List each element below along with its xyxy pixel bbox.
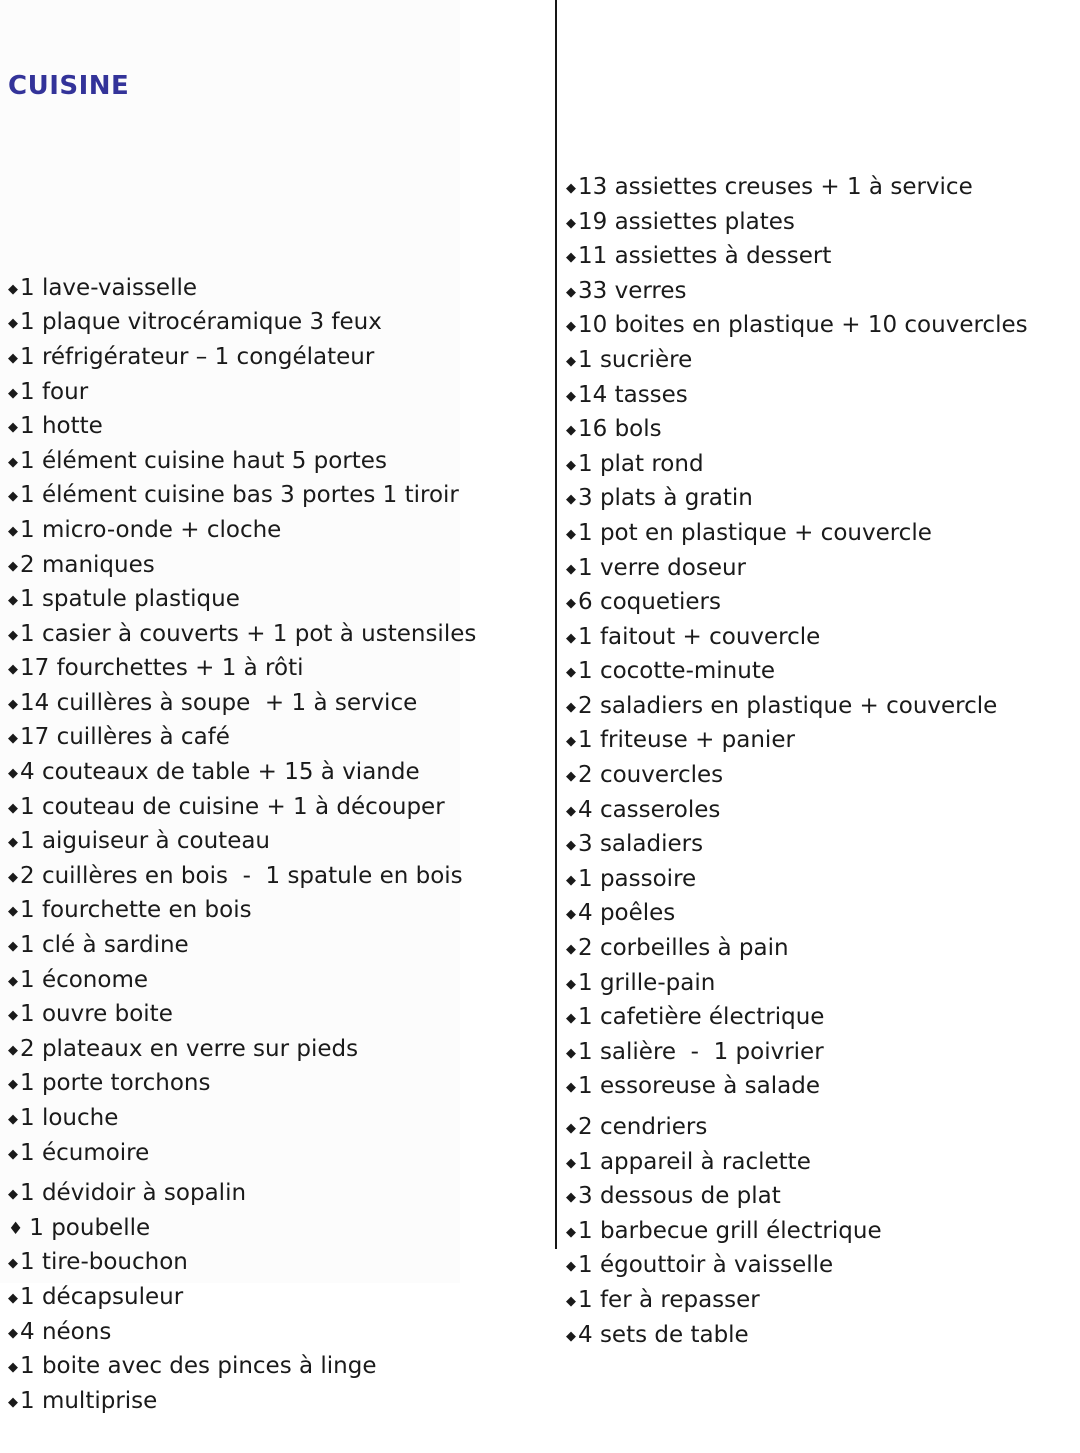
diamond-bullet-icon: ◆ (566, 838, 576, 854)
diamond-bullet-icon: ◆ (8, 1077, 18, 1093)
item-text: 1 casier à couverts + 1 pot à ustensiles (20, 620, 477, 647)
item-text: 1 élément cuisine haut 5 portes (20, 447, 387, 474)
item-text: 3 saladiers (578, 831, 704, 858)
diamond-bullet-icon: ◆ (8, 489, 18, 505)
diamond-bullet-icon: ◆ (566, 665, 576, 681)
list-item (8, 272, 553, 307)
diamond-bullet-icon: ◆ (8, 454, 18, 470)
list-item (8, 964, 553, 999)
list-item (8, 514, 553, 549)
diamond-bullet-icon: ◆ (566, 734, 576, 750)
item-text: 2 couvercles (578, 762, 724, 789)
diamond-bullet-icon: ◆ (8, 1042, 18, 1058)
list-item (8, 1385, 553, 1420)
list-item (8, 618, 553, 653)
diamond-bullet-icon: ◆ (8, 1187, 18, 1203)
list-item (8, 549, 553, 584)
list-item (8, 376, 553, 411)
item-text: 1 passoire (578, 865, 697, 892)
diamond-bullet-icon: ◆ (566, 457, 576, 473)
list-item (8, 306, 553, 341)
diamond-bullet-icon: ◆ (8, 350, 18, 366)
list-item (566, 897, 1078, 932)
diamond-bullet-icon: ◆ (566, 388, 576, 404)
list-item (566, 655, 1078, 690)
list-item (566, 1215, 1078, 1250)
item-text: 1 dévidoir à sopalin (20, 1180, 247, 1207)
list-item (566, 379, 1078, 414)
list-item (566, 1070, 1078, 1105)
item-text: 2 plateaux en verre sur pieds (20, 1035, 359, 1062)
list-item (566, 1036, 1078, 1071)
diamond-bullet-icon: ◆ (566, 1259, 576, 1275)
diamond-bullet-icon: ◆ (8, 800, 18, 816)
item-text: 4 poêles (578, 900, 676, 927)
item-text: 1 louche (20, 1105, 119, 1131)
item-text: 1 friteuse + panier (578, 727, 795, 754)
list-item (8, 341, 553, 376)
diamond-bullet-icon: ◆ (566, 492, 576, 508)
diamond-bullet-icon: ◆ (8, 420, 18, 436)
diamond-bullet-icon: ◆ (8, 662, 18, 678)
list-item (8, 1350, 553, 1385)
item-text: 1 réfrigérateur – 1 congélateur (20, 343, 375, 370)
diamond-bullet-icon: ◆ (8, 731, 18, 747)
item-text: 1 salière - 1 poivrier (578, 1038, 824, 1065)
diamond-bullet-icon: ◆ (566, 423, 576, 439)
item-text: 1 cafetière électrique (578, 1004, 825, 1031)
list-item (566, 482, 1078, 517)
diamond-bullet-icon: ◆ (8, 385, 18, 401)
item-text: 1 poubelle (29, 1214, 151, 1241)
diamond-bullet-icon: ◆ (8, 1008, 18, 1024)
list-item (566, 171, 1078, 206)
diamond-bullet-icon: ◆ (566, 907, 576, 923)
list-item (566, 344, 1078, 379)
diamond-bullet-icon: ◆ (566, 1080, 576, 1096)
item-text: 14 cuillères à soupe + 1 à service (20, 689, 418, 716)
list-item (8, 825, 553, 860)
diamond-bullet-icon: ◆ (8, 1146, 18, 1162)
item-text: 4 casseroles (578, 796, 721, 823)
diamond-bullet-icon: ◆ (566, 1293, 576, 1309)
item-text: 1 verre doseur (578, 554, 747, 581)
diamond-bullet-icon: ◆ (8, 1112, 18, 1127)
diamond-bullet-icon: ◆ (8, 558, 18, 574)
item-text: 10 boites en plastique + 10 couvercles (578, 312, 1028, 339)
list-item (566, 1284, 1078, 1319)
item-text: 1 spatule plastique (20, 586, 240, 613)
item-text: 1 faitout + couvercle (578, 623, 821, 650)
diamond-bullet-icon: ◆ (566, 561, 576, 577)
list-item (8, 1281, 553, 1316)
list-item (8, 998, 553, 1033)
list-item (566, 448, 1078, 483)
item-text: 33 verres (578, 277, 687, 304)
item-text: 1 fourchette en bois (20, 897, 252, 924)
diamond-bullet-icon: ◆ (566, 250, 576, 266)
list-item (8, 756, 553, 791)
list-item (8, 860, 553, 895)
item-text: 1 plaque vitrocéramique 3 feux (20, 309, 382, 336)
list-item (8, 1102, 553, 1137)
item-text: 1 égouttoir à vaisselle (578, 1252, 834, 1279)
item-text: 1 plat rond (578, 450, 704, 477)
list-item (566, 1001, 1078, 1036)
right-column (566, 3, 1078, 1387)
diamond-bullet-icon: ◆ (566, 1011, 576, 1027)
diamond-bullet-icon: ◆ (566, 1328, 576, 1344)
item-text: 1 économe (20, 966, 149, 993)
item-text: 2 cendriers (578, 1114, 708, 1140)
list-item (8, 929, 553, 964)
list-item (566, 1319, 1078, 1354)
diamond-bullet-icon: ◆ (566, 942, 576, 958)
item-text: 4 sets de table (578, 1321, 749, 1348)
item-text: 1 ouvre boite (20, 1001, 173, 1028)
diamond-bullet-icon: ◆ (566, 1155, 576, 1171)
list-item (566, 828, 1078, 863)
list-item (8, 1212, 553, 1247)
diamond-bullet-icon: ◆ (8, 281, 18, 297)
diamond-bullet-icon: ◆ (566, 215, 576, 231)
list-item (566, 240, 1078, 275)
page-title: CUISINE (8, 71, 130, 102)
list-item (8, 479, 553, 514)
diamond-bullet-icon: ◆ (8, 627, 18, 643)
list-item (8, 721, 553, 756)
list-item (8, 687, 553, 722)
list-item (8, 1067, 553, 1102)
diamond-bullet-icon: ◆ (8, 1290, 18, 1306)
diamond-bullet-icon: ◆ (8, 869, 18, 885)
diamond-bullet-icon: ◆ (8, 1256, 18, 1272)
item-text: 2 maniques (20, 551, 155, 578)
item-text: 1 essoreuse à salade (578, 1073, 820, 1100)
list-item (8, 1177, 553, 1212)
item-text: 3 dessous de plat (578, 1183, 781, 1210)
list-item (8, 791, 553, 826)
list-item (8, 1316, 553, 1351)
item-text: 1 aiguiseur à couteau (20, 828, 271, 855)
diamond-bullet-icon: ◆ (566, 976, 576, 992)
item-text: 1 pot en plastique + couvercle (578, 519, 932, 546)
item-text: 1 barbecue grill électrique (578, 1217, 882, 1244)
diamond-bullet-icon: ◆ (566, 180, 576, 196)
diamond-bullet-icon: ◆ (8, 316, 18, 332)
left-item-list (8, 171, 553, 1419)
left-column (8, 3, 553, 1453)
item-text: 1 multiprise (20, 1387, 158, 1414)
list-item (8, 1033, 553, 1068)
list-item (8, 1137, 553, 1172)
item-text: 13 assiettes creuses + 1 à service (578, 173, 973, 200)
diamond-bullet-icon: ◆ (8, 523, 18, 539)
list-item (8, 410, 553, 445)
item-text: 1 fer à repasser (578, 1286, 760, 1313)
diamond-bullet-icon: ◆ (566, 699, 576, 715)
list-item (566, 1180, 1078, 1215)
item-text: 1 décapsuleur (20, 1283, 184, 1310)
diamond-bullet-icon: ◆ (566, 769, 576, 785)
list-item (566, 413, 1078, 448)
diamond-bullet-icon: ◆ (8, 1360, 18, 1376)
item-text: 17 cuillères à café (20, 724, 230, 751)
item-text: 1 lave-vaisselle (20, 274, 198, 301)
item-text: 14 tasses (578, 381, 688, 408)
diamond-bullet-icon: ♦ (8, 1218, 24, 1239)
item-text: 2 cuillères en bois - 1 spatule en bois (20, 862, 463, 889)
item-text: 16 bols (578, 416, 662, 443)
item-text: 2 corbeilles à pain (578, 935, 789, 962)
list-item (8, 894, 553, 929)
list-item (566, 967, 1078, 1002)
item-text: 1 clé à sardine (20, 932, 189, 959)
diamond-bullet-icon: ◆ (8, 973, 18, 989)
diamond-bullet-icon: ◆ (8, 766, 18, 782)
diamond-bullet-icon: ◆ (566, 319, 576, 335)
list-item (8, 652, 553, 687)
diamond-bullet-icon: ◆ (566, 284, 576, 300)
item-text: 1 tire-bouchon (20, 1249, 188, 1276)
list-item (566, 690, 1078, 725)
diamond-bullet-icon: ◆ (8, 1394, 18, 1410)
item-text: 1 micro-onde + cloche (20, 516, 282, 543)
list-item (566, 275, 1078, 310)
item-text: 1 couteau de cuisine + 1 à découper (20, 793, 445, 820)
item-text: 1 cocotte-minute (578, 658, 775, 685)
diamond-bullet-icon: ◆ (566, 630, 576, 646)
item-text: 19 assiettes plates (578, 208, 795, 235)
item-text: 1 four (20, 378, 89, 405)
list-item (566, 759, 1078, 794)
right-item-list (566, 70, 1078, 1353)
list-item (566, 932, 1078, 967)
item-text: 4 couteaux de table + 15 à viande (20, 759, 420, 786)
list-item (566, 863, 1078, 898)
diamond-bullet-icon: ◆ (566, 353, 576, 369)
item-text: 11 assiettes à dessert (578, 243, 832, 270)
list-item (566, 724, 1078, 759)
list-item (566, 586, 1078, 621)
diamond-bullet-icon: ◆ (8, 939, 18, 955)
diamond-bullet-icon: ◆ (566, 1190, 576, 1206)
list-item (8, 583, 553, 618)
item-text: 1 élément cuisine bas 3 portes 1 tiroir (20, 482, 459, 509)
list-item (566, 1249, 1078, 1284)
diamond-bullet-icon: ◆ (8, 696, 18, 712)
item-text: 1 appareil à raclette (578, 1148, 811, 1175)
diamond-bullet-icon: ◆ (566, 1121, 576, 1136)
list-item (566, 1111, 1078, 1146)
diamond-bullet-icon: ◆ (8, 593, 18, 609)
list-item (566, 206, 1078, 241)
diamond-bullet-icon: ◆ (566, 1045, 576, 1061)
item-text: 1 grille-pain (578, 969, 716, 996)
diamond-bullet-icon: ◆ (8, 904, 18, 920)
column-divider (555, 0, 557, 1249)
item-text: 1 porte torchons (20, 1070, 211, 1097)
item-text: 1 sucrière (578, 346, 693, 373)
list-item (566, 1146, 1078, 1181)
item-text: 3 plats à gratin (578, 485, 753, 512)
diamond-bullet-icon: ◆ (566, 1224, 576, 1240)
list-item (566, 621, 1078, 656)
list-item (8, 445, 553, 480)
diamond-bullet-icon: ◆ (566, 526, 576, 542)
list-item (566, 309, 1078, 344)
diamond-bullet-icon: ◆ (566, 803, 576, 819)
diamond-bullet-icon: ◆ (8, 835, 18, 851)
item-text: 4 néons (20, 1318, 112, 1345)
item-text: 1 écumoire (20, 1139, 150, 1166)
list-item (566, 552, 1078, 587)
item-text: 17 fourchettes + 1 à rôti (20, 655, 304, 682)
item-text: 2 saladiers en plastique + couvercle (578, 692, 998, 719)
list-item (566, 517, 1078, 552)
list-item (8, 1246, 553, 1281)
item-text: 1 hotte (20, 413, 103, 440)
diamond-bullet-icon: ◆ (8, 1325, 18, 1341)
diamond-bullet-icon: ◆ (566, 596, 576, 612)
list-item (566, 794, 1078, 829)
diamond-bullet-icon: ◆ (566, 872, 576, 888)
item-text: 1 boite avec des pinces à linge (20, 1353, 377, 1380)
item-text: 6 coquetiers (578, 589, 721, 616)
